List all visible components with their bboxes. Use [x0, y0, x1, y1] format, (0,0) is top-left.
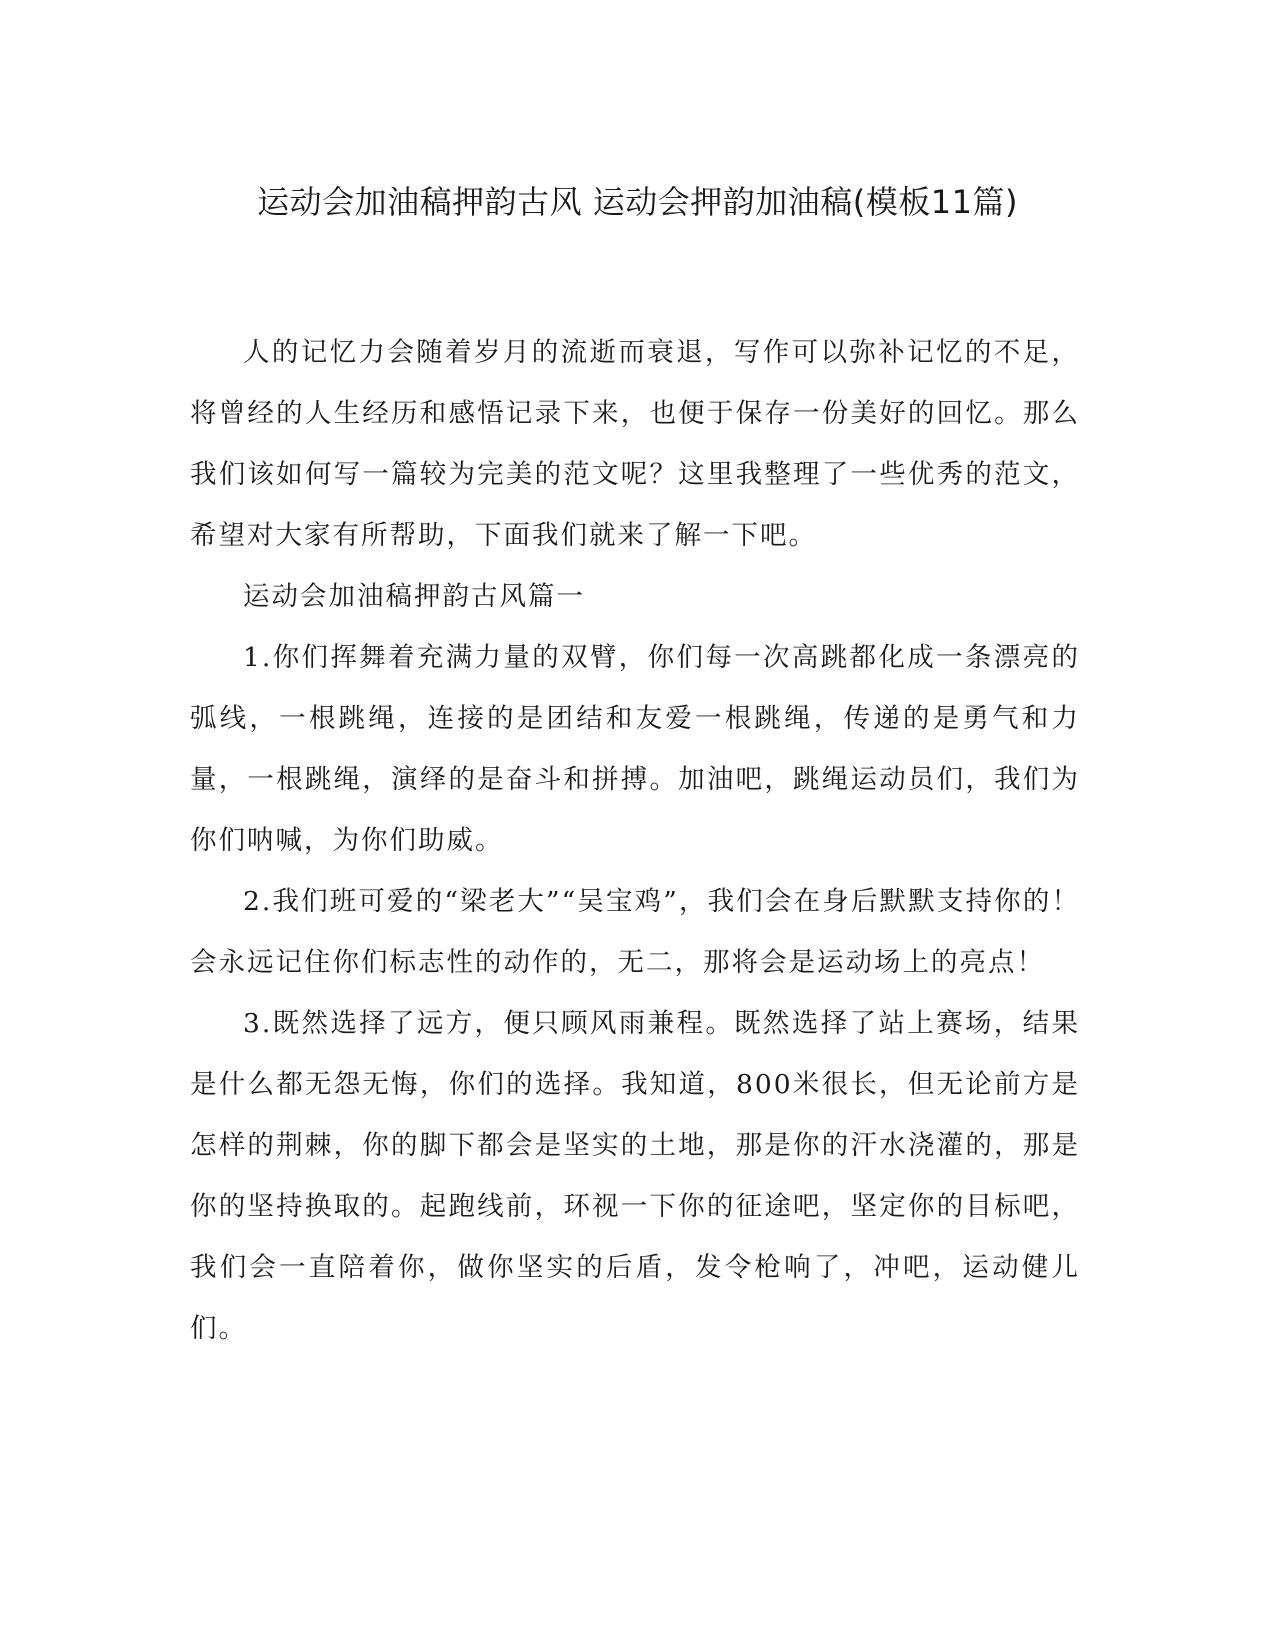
intro-paragraph: 人的记忆力会随着岁月的流逝而衰退，写作可以弥补记忆的不足，将曾经的人生经历和感悟记录下来，也便于保存一份美好的回忆。那么我们该如何写一篇较为完美的范文呢？这里我整理了一些优秀的范文，希望对大家有所帮助，下面我们就来了解一下吧。: [190, 337, 1080, 551]
document-title: 运动会加油稿押韵古风 运动会押韵加油稿(模板11篇): [257, 183, 1018, 221]
item-paragraph-1: 1.你们挥舞着充满力量的双臂，你们每一次高跳都化成一条漂亮的弧线，一根跳绳，连接的是团结和友爱一根跳绳，传递的是勇气和力量，一根跳绳，演绎的是奋斗和拼搏。加油吧，跳绳运动员们，我们为你们呐喊，为你们助威。: [190, 642, 1080, 856]
item-paragraph-3: 3.既然选择了远方，便只顾风雨兼程。既然选择了站上赛场，结果是什么都无怨无悔，你们的选择。我知道，800米很长，但无论前方是怎样的荆棘，你的脚下都会是坚实的土地，那是你的汗水浇灌的，那是你的坚持换取的。起跑线前，环视一下你的征途吧，坚定你的目标吧，我们会一直陪着你，做你坚实的后盾，发令枪响了，冲吧，运动健儿们。: [190, 1008, 1080, 1344]
document-body: [190, 322, 1080, 1359]
item-paragraph-2: 2.我们班可爱的“梁老大”“吴宝鸡”，我们会在身后默默支持你的！会永远记住你们标志性的动作的，无二，那将会是运动场上的亮点！: [190, 886, 1080, 978]
section-heading: 运动会加油稿押韵古风篇一: [243, 581, 585, 612]
